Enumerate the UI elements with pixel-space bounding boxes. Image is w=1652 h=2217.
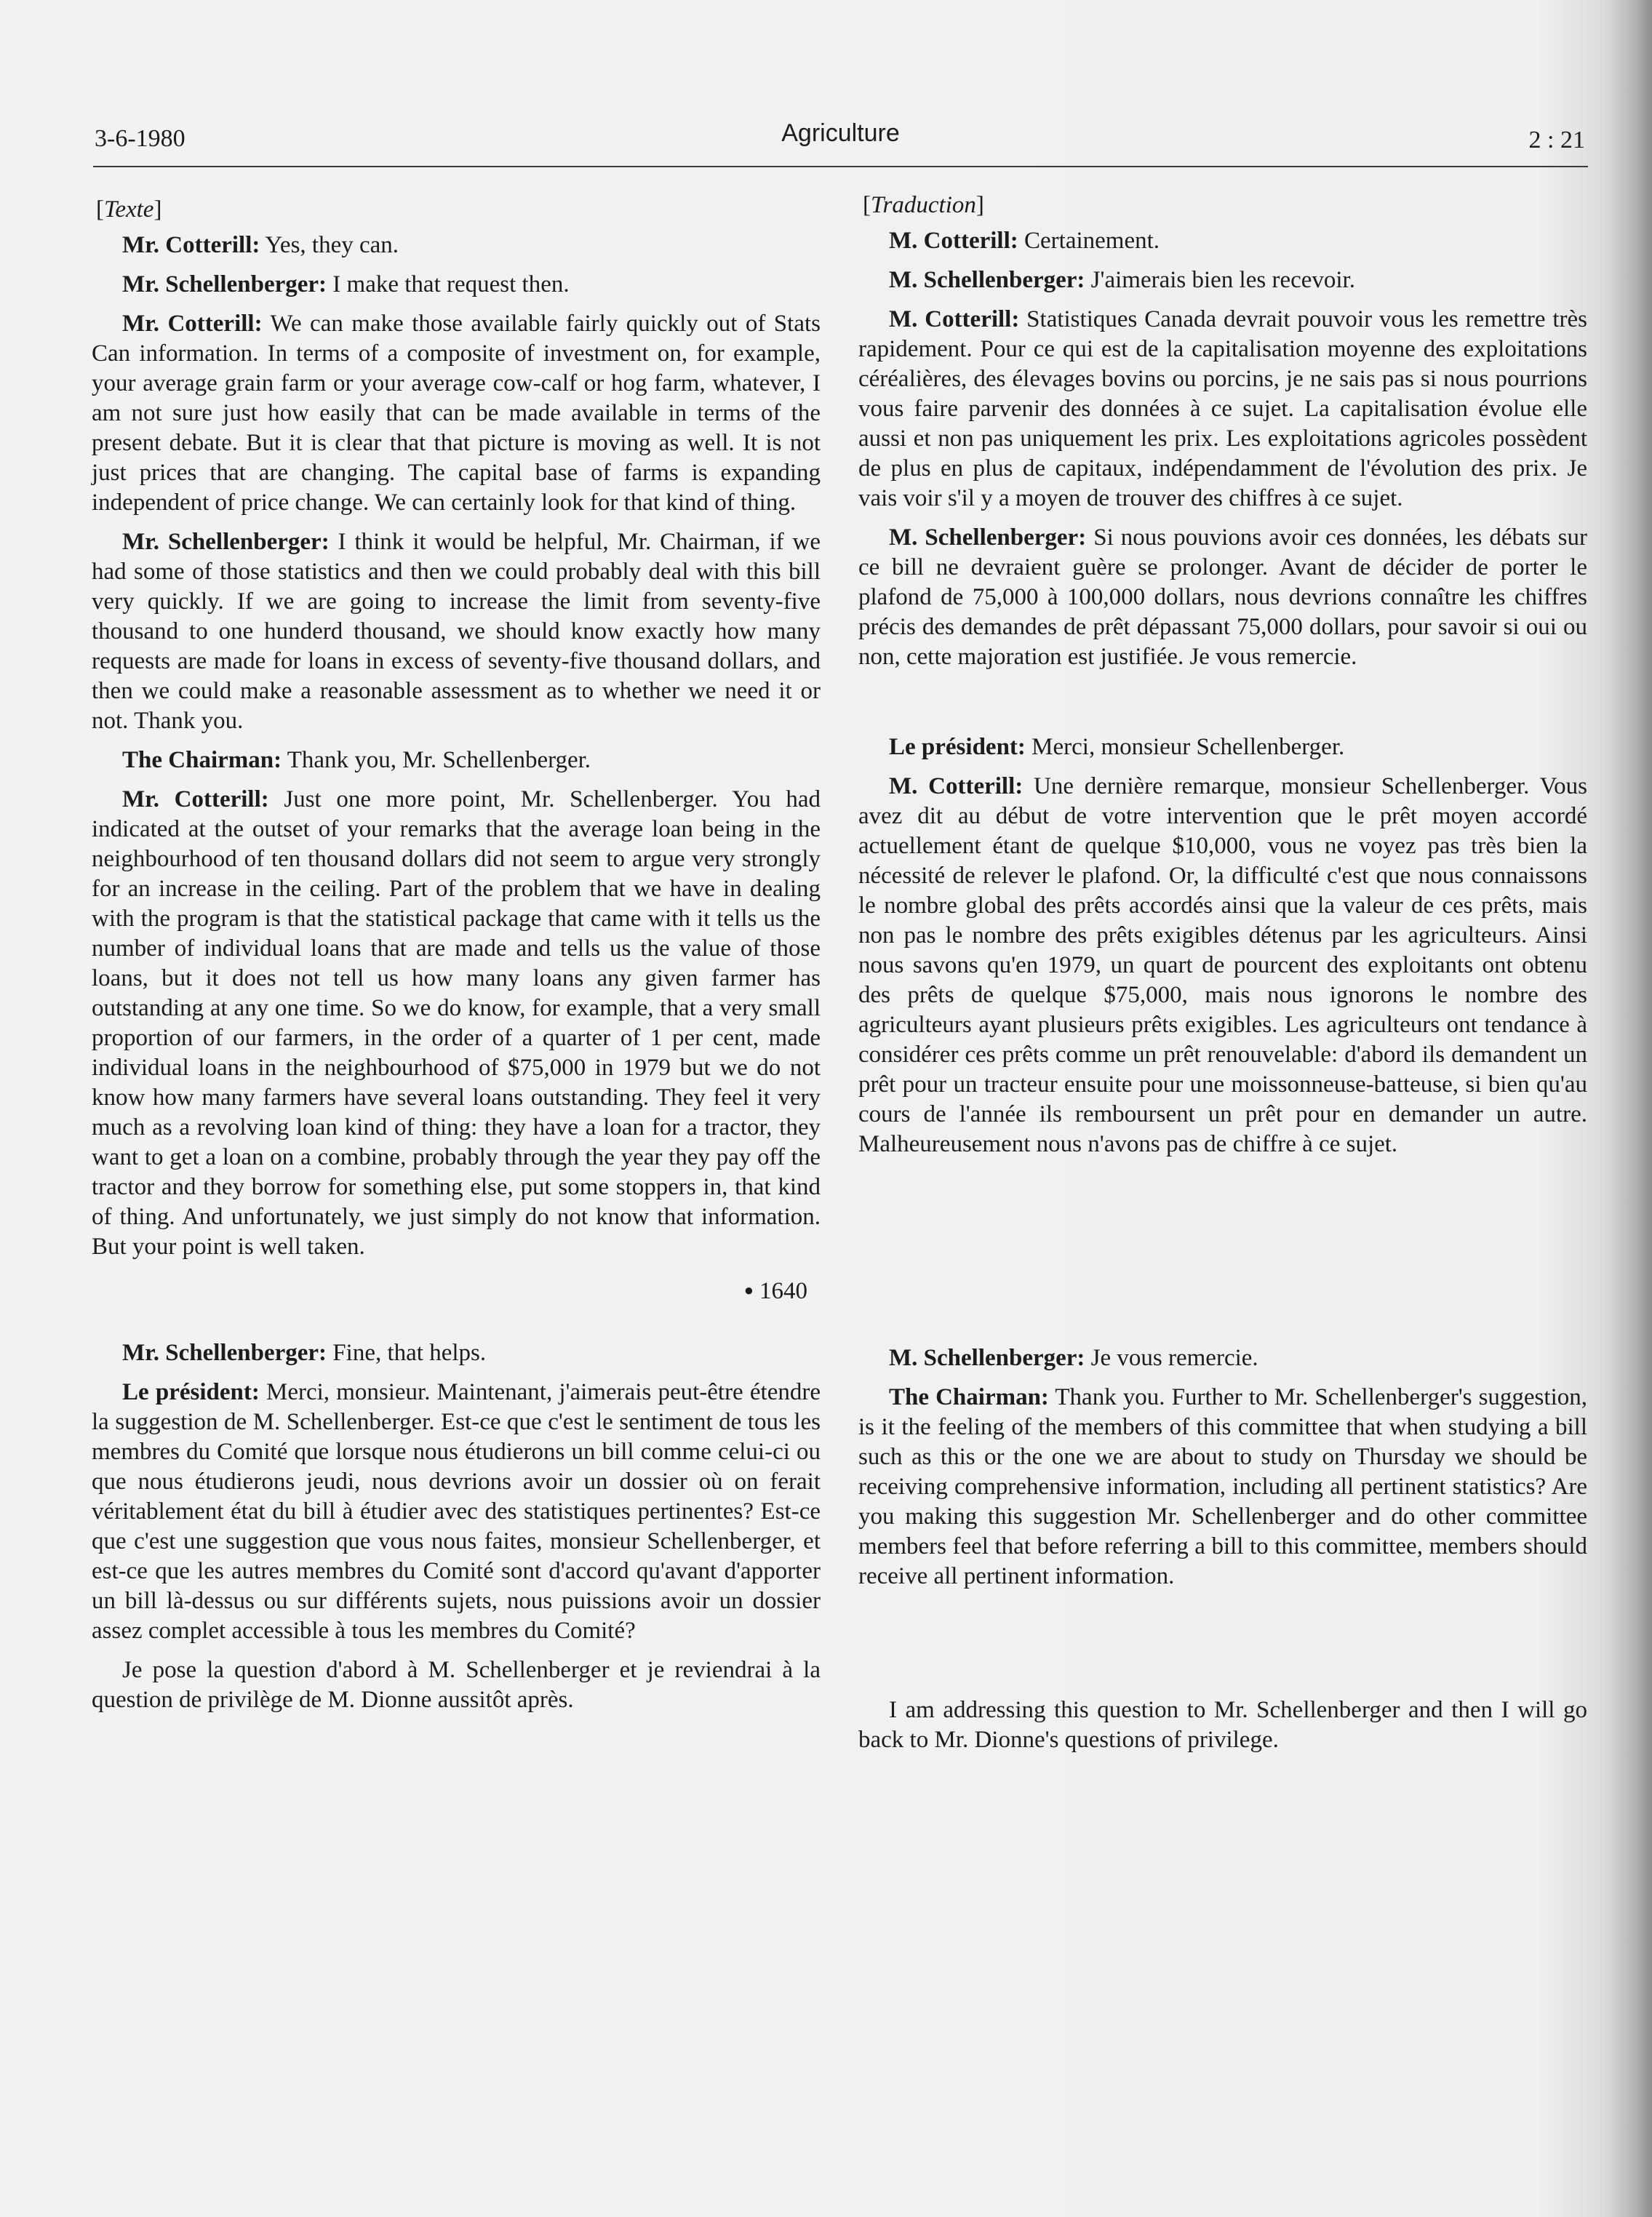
paragraph: M. Schellenberger: J'aimerais bien les recevoir. [889, 267, 1355, 293]
header-title: Agriculture [781, 119, 900, 147]
speaker: Mr. Schellenberger: [122, 271, 327, 297]
speaker: M. Cotterill: [889, 773, 1023, 799]
speaker: M. Cotterill: [889, 228, 1018, 254]
speaker: M. Schellenberger: [889, 524, 1087, 551]
paragraph: Mr. Cotterill: Yes, they can. [122, 232, 399, 258]
paragraph: Mr. Schellenberger: Fine, that helps. [122, 1340, 487, 1366]
bullet-icon: ● [743, 1281, 754, 1299]
running-header [93, 116, 1588, 167]
speaker: Mr. Cotterill: [122, 311, 263, 337]
time-stamp: ● 1640 [743, 1278, 807, 1304]
paragraph: M. Cotterill: Statistiques Canada devrait pouvoir vous les remettre très rapidement. Pour ce qui est de la capitalisation moyenne des exploitations céréalières, des élevages bovins ou porcins, je ne sais pas si nous pourrions vous faire parvenir des données à ce sujet. La capitalisation évolue elle aussi et non pas uniquement les prix. Les exploitations agricoles possèdent de plus en plus de capitaux, indépendamment de l'évolution des prix. Je vais voir s'il y a moyen de trouver des chiffres à ce sujet. [858, 306, 1587, 511]
paragraph: The Chairman: Thank you, Mr. Schellenberger. [122, 747, 591, 773]
speaker: Le président: [122, 1379, 260, 1405]
right-column [858, 191, 1587, 1765]
paragraph: M. Cotterill: Une dernière remarque, monsieur Schellenberger. Vous avez dit au début de votre intervention que le prêt moyen accordé actuellement étant de quelque $10,000, vous ne voyez pas très bien la nécessité de relever le plafond. Or, la difficulté c'est que nous connaissons le nombre global des prêts accordés ainsi que la valeur de ces prêts, mais non pas le nombre des prêts exigibles détenus par les agriculteurs. Ainsi nous savons qu'en 1979, un quart de pourcent des exploitants ont obtenu des prêts de quelque $75,000, mais nous ignorons le nombre des agriculteurs ayant plusieurs prêts exigibles. Les agriculteurs ont tendance à considérer ces prêts comme un prêt renouvelable: d'abord ils demandent un prêt pour un tracteur ensuite pour une moissonneuse-batteuse, si bien qu'au cours de l'année ils remboursent un prêt pour en demander un autre. Malheureusement nous n'avons pas de chiffre à ce sujet. [858, 773, 1588, 1157]
speaker: Mr. Schellenberger: [122, 1340, 327, 1366]
paragraph: Mr. Schellenberger: I make that request then. [122, 271, 570, 297]
paragraph: Le président: Merci, monsieur. Maintenant, j'aimerais peut-être étendre la suggestion de M. Schellenberger. Est-ce que c'est le sentiment de tous les membres du Comité que lorsque nous étudierons un bill comme celui-ci ou que nous étudierons jeudi, nous devrions avoir un dossier où on ferait véritablement état du bill à étudier avec des statistiques pertinentes? Est-ce que c'est une suggestion que vous nous faites, monsieur Schellenberger, et est-ce que les autres membres du Comité sont d'accord qu'avant d'apporter un bill là-dessus ou sur différents sujets, nous puissions avoir un dossier assez complet accessible à tous les membres du Comité? [92, 1379, 821, 1644]
paragraph: Le président: Merci, monsieur Schellenberger. [889, 734, 1345, 760]
speaker: Mr. Cotterill: [122, 786, 269, 812]
speaker: Mr. Schellenberger: [122, 529, 330, 555]
left-column [92, 195, 821, 1725]
paragraph: Mr. Schellenberger: I think it would be helpful, Mr. Chairman, if we had some of those statistics and then we could probably deal with this bill very quickly. If we are going to increase the limit from seventy-five thousand to one hunderd thousand, we should know exactly how many requests are made for loans in excess of seventy-five thousand dollars, and then we could make a reasonable assessment as to whether we need it or not. Thank you. [92, 529, 821, 734]
speaker: M. Cotterill: [889, 306, 1020, 332]
speaker: The Chairman: [122, 747, 282, 773]
paragraph: I am addressing this question to Mr. Schellenberger and then I will go back to Mr. Dionne's questions of privilege. [858, 1697, 1587, 1753]
page-edge-shadow [1608, 0, 1652, 2217]
speaker: M. Schellenberger: [889, 1345, 1085, 1371]
header-date: 3-6-1980 [95, 125, 185, 152]
paragraph: The Chairman: Thank you. Further to Mr. Schellenberger's suggestion, is it the feeling of the members of this committee that when studying a bill such as this or the one we are about to study on Thursday we should be receiving comprehensive information, including all pertinent statistics? Are you making this suggestion Mr. Schellenberger and do other committee members feel that before referring a bill to this committee, members should receive all pertinent information. [858, 1384, 1587, 1589]
paragraph: Mr. Cotterill: Just one more point, Mr. Schellenberger. You had indicated at the outset of your remarks that the average loan being in the neighbourhood of ten thousand dollars did not seem to argue very strongly for an increase in the ceiling. Part of the problem that we have in dealing with the program is that the statistical package that came with it tells us the number of individual loans that are made and tells us the value of those loans, but it does not tell us how many loans any given farmer has outstanding at any one time. So we do know, for example, that a very small proportion of our farmers, in the order of a quarter of 1 per cent, made individual loans in the neighbourhood of $75,000 in 1979 but we do not know how many farmers have several loans outstanding. They feel it very much as a revolving loan kind of thing: they have a loan for a tractor, they want to get a loan on a combine, probably through the year they pay off the tractor and they borrow for something else, put some stoppers in, that kind of thing. And unfortunately, we just simply do not know that information. But your point is well taken. [92, 786, 821, 1260]
speaker: The Chairman: [889, 1384, 1049, 1410]
paragraph: M. Cotterill: Certainement. [889, 228, 1160, 254]
speaker: Le président: [889, 734, 1026, 760]
paragraph: M. Schellenberger: Si nous pouvions avoir ces données, les débats sur ce bill ne devraient guère se prolonger. Avant de décider de porter le plafond de 75,000 à 100,000 dollars, nous devrions connaître les chiffres précis des demandes de prêt dépassant 75,000 dollars, pour savoir si oui ou non, cette majoration est justifiée. Je vous remercie. [858, 524, 1587, 670]
speaker: Mr. Cotterill: [122, 232, 260, 258]
paragraph: M. Schellenberger: Je vous remercie. [889, 1345, 1258, 1371]
paragraph: Je pose la question d'abord à M. Schellenberger et je reviendrai à la question de privilège de M. Dionne aussitôt après. [92, 1657, 821, 1713]
paragraph: Mr. Cotterill: We can make those available fairly quickly out of Stats Can information. In terms of a composite of investment on, for example, your average grain farm or your average cow-calf or hog farm, whatever, I am not sure just how easily that can be made available in terms of the present debate. But it is clear that that picture is moving as well. It is not just prices that are changing. The capital base of farms is expanding independent of price change. We can certainly look for that kind of thing. [92, 311, 821, 516]
language-marker: [Texte] [96, 196, 162, 223]
speaker: M. Schellenberger: [889, 267, 1085, 293]
header-page-number: 2 : 21 [1528, 127, 1585, 153]
language-marker: [Traduction] [863, 192, 984, 218]
